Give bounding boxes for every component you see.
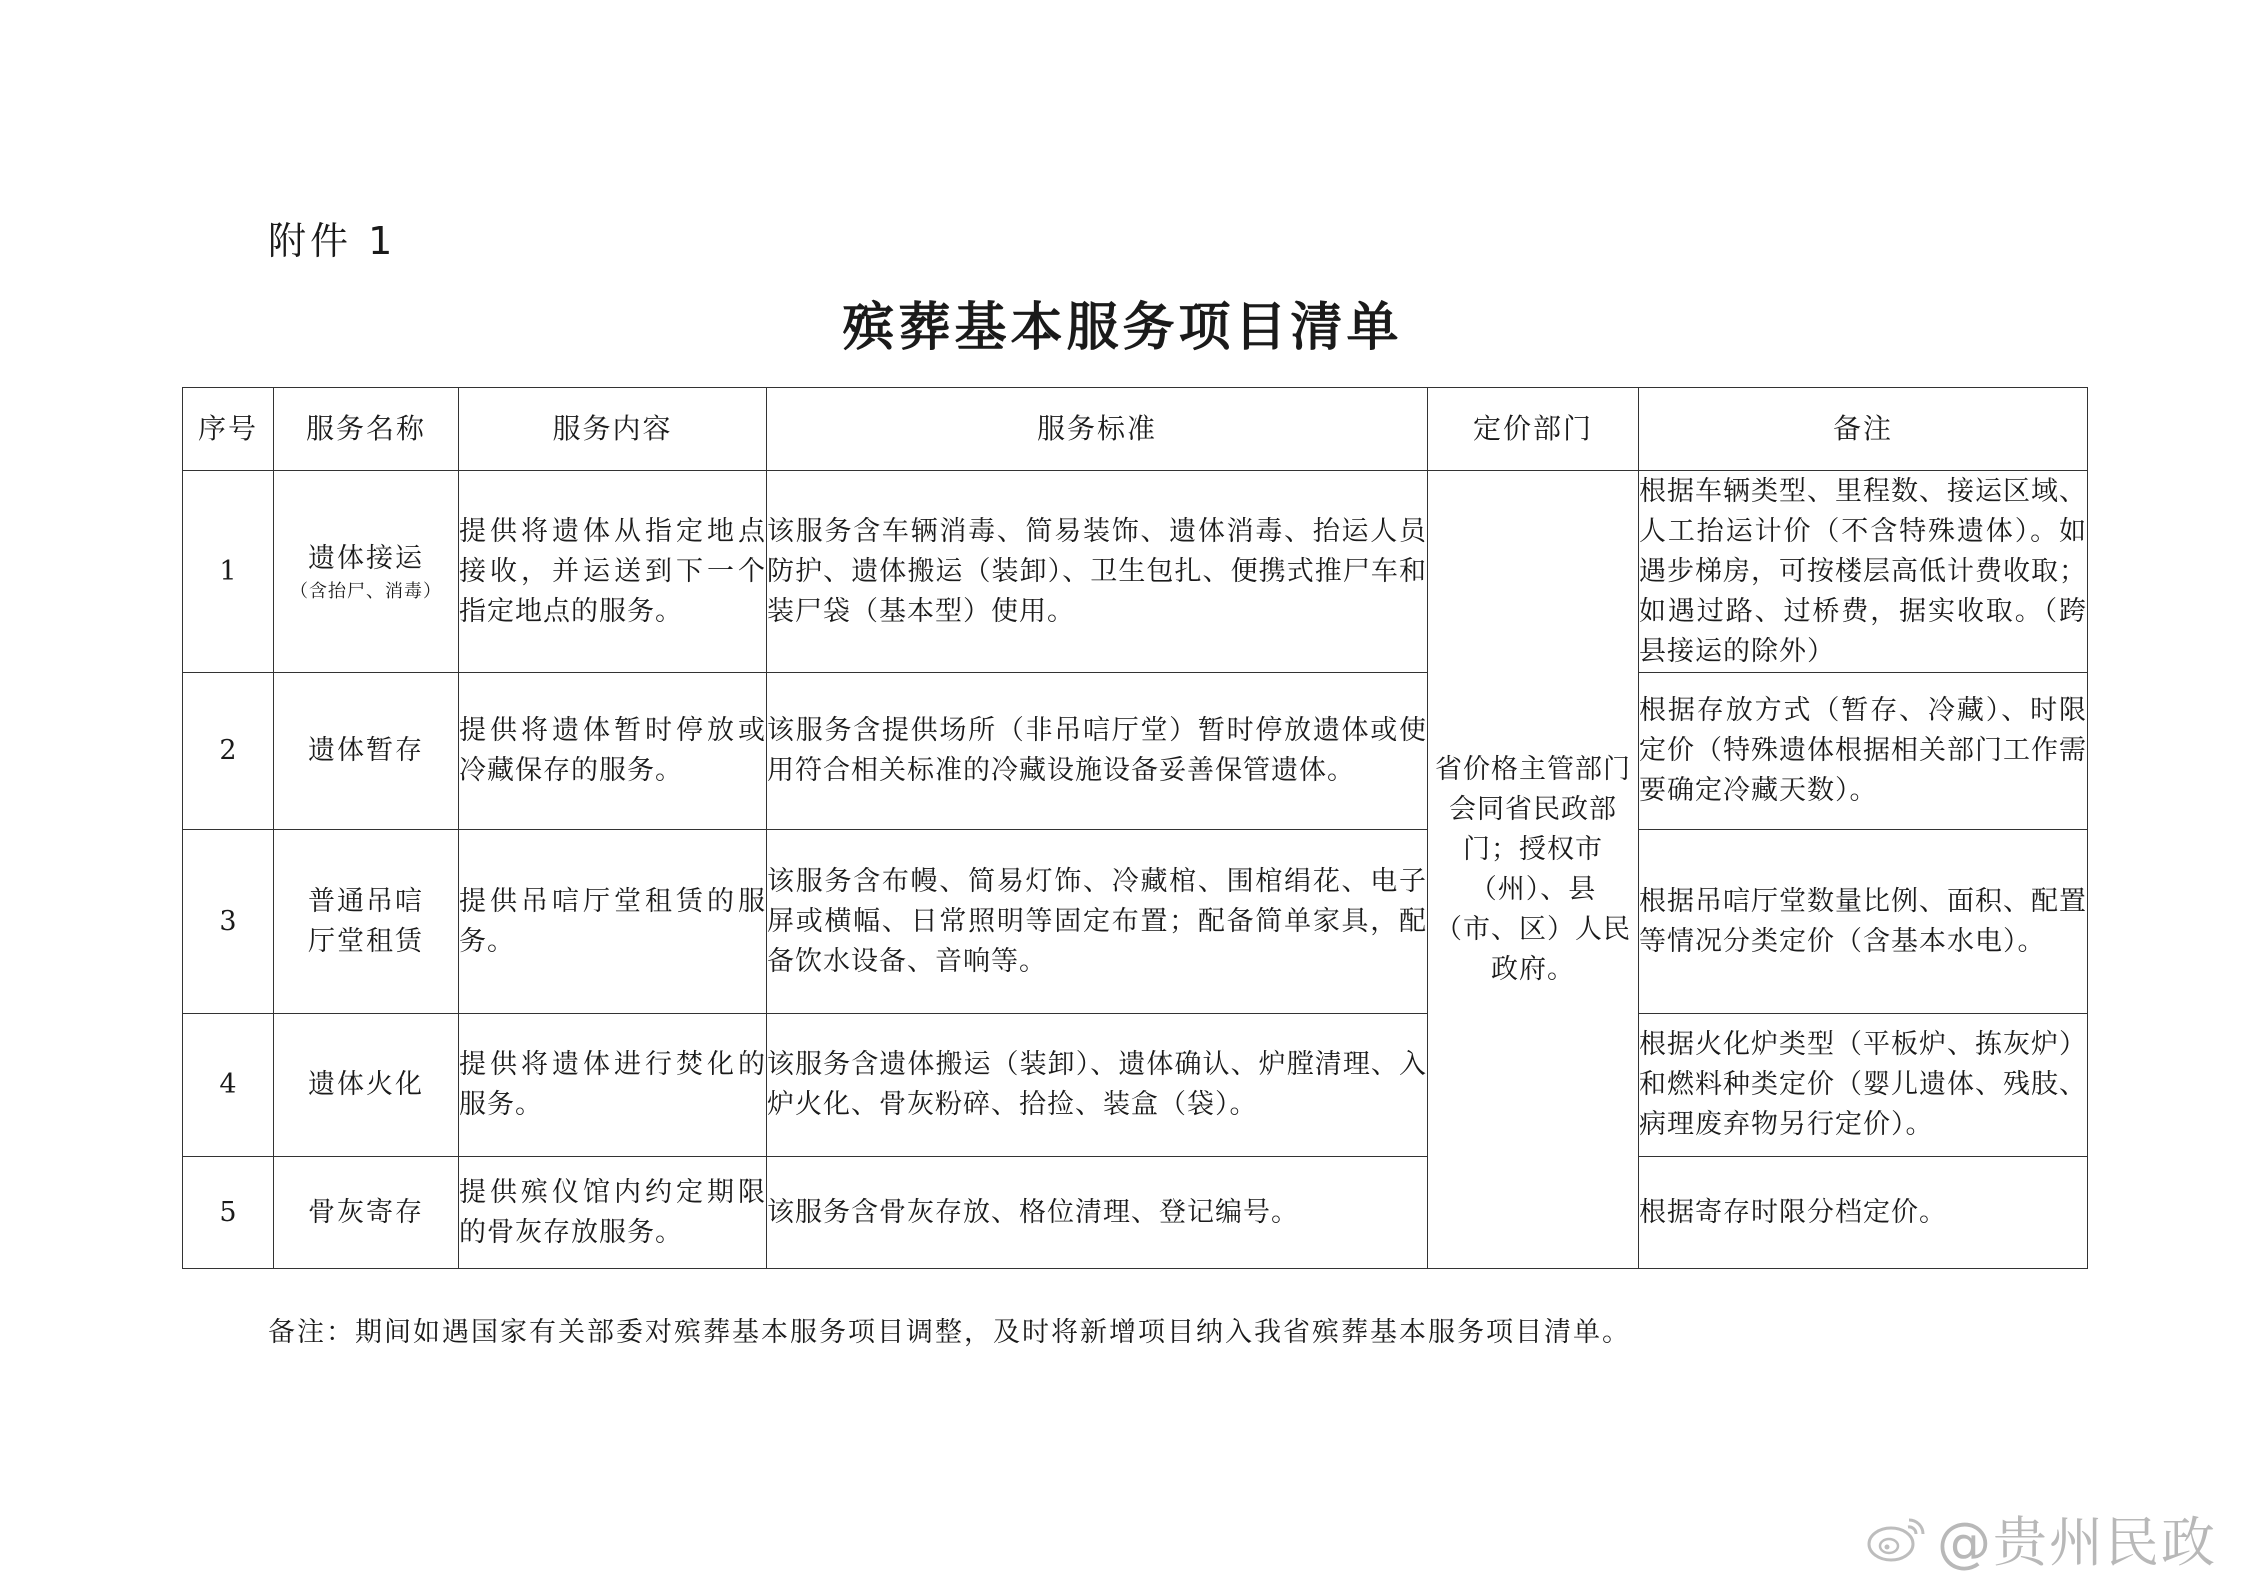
row-content: 提供将遗体暂时停放或冷藏保存的服务。 — [459, 673, 767, 830]
attachment-label: 附件 1 — [268, 219, 397, 263]
footnote: 备注：期间如遇国家有关部委对殡葬基本服务项目调整，及时将新增项目纳入我省殡葬基本服务项目清单。 — [268, 1317, 1631, 1348]
row-remark: 根据存放方式（暂存、冷藏）、时限定价（特殊遗体根据相关部门工作需要确定冷藏天数）。 — [1639, 673, 2088, 830]
row-num: 3 — [183, 830, 274, 1014]
table-header-row — [183, 388, 2088, 471]
header-num: 序号 — [183, 388, 274, 471]
pricing-dept-cell: 省价格主管部门会同省民政部门；授权市（州）、县（市、区）人民政府。 — [1428, 471, 1639, 1269]
row-name: 遗体火化 — [274, 1014, 459, 1157]
watermark-text: @贵州民政 — [1937, 1511, 2217, 1574]
row-remark: 根据车辆类型、里程数、接运区域、人工抬运计价（不含特殊遗体）。如遇步梯房，可按楼层高低计费收取；如遇过路、过桥费，据实收取。（跨县接运的除外） — [1639, 471, 2088, 673]
row-name: 普通吊唁厅堂租赁 — [274, 830, 459, 1014]
row-name: 骨灰寄存 — [274, 1157, 459, 1269]
header-standard: 服务标准 — [767, 388, 1428, 471]
table-row — [183, 1014, 2088, 1157]
row-name-sub: （含抬尸、消毒） — [290, 580, 442, 602]
table-row — [183, 673, 2088, 830]
watermark — [1865, 1500, 2217, 1577]
weibo-logo-icon — [1865, 1512, 1929, 1566]
row-num: 4 — [183, 1014, 274, 1157]
row-standard: 该服务含提供场所（非吊唁厅堂）暂时停放遗体或使用符合相关标准的冷藏设施设备妥善保管遗体。 — [767, 673, 1428, 830]
row-content: 提供吊唁厅堂租赁的服务。 — [459, 830, 767, 1014]
row-standard: 该服务含骨灰存放、格位清理、登记编号。 — [767, 1157, 1428, 1269]
row-num: 2 — [183, 673, 274, 830]
row-standard: 该服务含遗体搬运（装卸）、遗体确认、炉膛清理、入炉火化、骨灰粉碎、拾捡、装盒（袋）。 — [767, 1014, 1428, 1157]
table-row — [183, 1157, 2088, 1269]
row-num: 5 — [183, 1157, 274, 1269]
row-standard: 该服务含布幔、简易灯饰、冷藏棺、围棺绢花、电子屏或横幅、日常照明等固定布置；配备简单家具，配备饮水设备、音响等。 — [767, 830, 1428, 1014]
row-remark: 根据火化炉类型（平板炉、拣灰炉）和燃料种类定价（婴儿遗体、残肢、病理废弃物另行定价）。 — [1639, 1014, 2088, 1157]
row-content: 提供将遗体从指定地点接收，并运送到下一个指定地点的服务。 — [459, 471, 767, 673]
row-num: 1 — [183, 471, 274, 673]
header-remark: 备注 — [1639, 388, 2088, 471]
row-standard: 该服务含车辆消毒、简易装饰、遗体消毒、抬运人员防护、遗体搬运（装卸）、卫生包扎、便携式推尸车和装尸袋（基本型）使用。 — [767, 471, 1428, 673]
row-name — [274, 471, 459, 673]
row-remark: 根据吊唁厅堂数量比例、面积、配置等情况分类定价（含基本水电）。 — [1639, 830, 2088, 1014]
document-title: 殡葬基本服务项目清单 — [842, 297, 1403, 358]
table-row — [183, 471, 2088, 673]
row-name: 遗体暂存 — [274, 673, 459, 830]
header-name: 服务名称 — [274, 388, 459, 471]
row-name-main: 遗体接运 — [308, 542, 424, 574]
row-content: 提供将遗体进行焚化的服务。 — [459, 1014, 767, 1157]
row-content: 提供殡仪馆内约定期限的骨灰存放服务。 — [459, 1157, 767, 1269]
table-row — [183, 830, 2088, 1014]
service-items-table — [182, 387, 2088, 1269]
header-content: 服务内容 — [459, 388, 767, 471]
row-remark: 根据寄存时限分档定价。 — [1639, 1157, 2088, 1269]
header-dept: 定价部门 — [1428, 388, 1639, 471]
